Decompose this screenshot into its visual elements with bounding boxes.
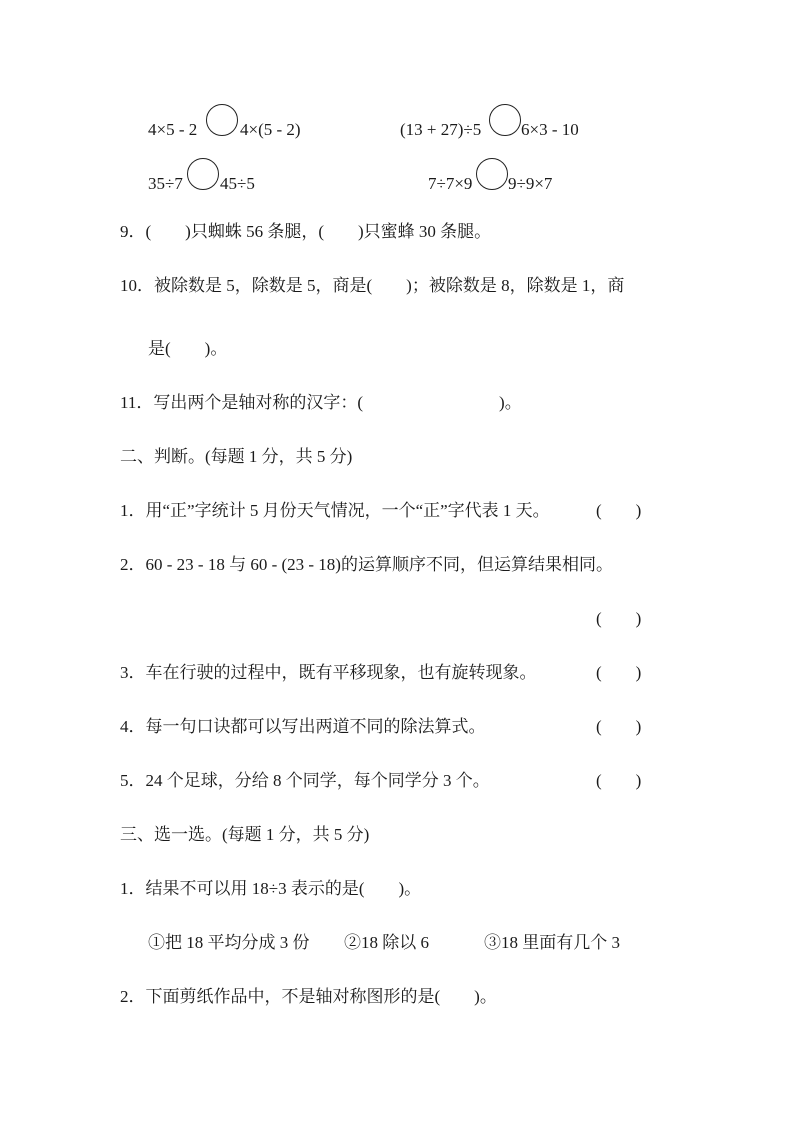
choice-option-3[interactable]: ③18 里面有几个 3 — [484, 933, 620, 952]
section-3-heading: 三、选一选。(每题 1 分，共 5 分) — [120, 825, 370, 844]
comparison-left-expression-1a: 4×5 - 2 — [148, 120, 198, 139]
question-9: 9．( )只蜘蛛 56 条腿，( )只蜜蜂 30 条腿。 — [120, 222, 492, 241]
choice-option-2[interactable]: ②18 除以 6 — [344, 933, 429, 952]
comparison-answer-circle-4[interactable] — [476, 158, 508, 190]
comparison-left-expression-1b: 4×(5 - 2) — [240, 120, 301, 139]
comparison-right-expression-1b: 6×3 - 10 — [521, 120, 579, 139]
judge-item-1: 1．用“正”字统计 5 月份天气情况，一个“正”字代表 1 天。 — [120, 501, 550, 520]
comparison-right-expression-1a: (13 + 27)÷5 — [400, 120, 482, 139]
judge-answer-paren-2[interactable]: ( ) — [596, 609, 642, 628]
judge-answer-paren-1[interactable]: ( ) — [596, 501, 642, 520]
comparison-right-expression-2a: 7÷7×9 — [428, 174, 473, 193]
choice-question-2: 2．下面剪纸作品中，不是轴对称图形的是( )。 — [120, 987, 497, 1006]
judge-answer-paren-3[interactable]: ( ) — [596, 663, 642, 682]
question-11: 11．写出两个是轴对称的汉字：( )。 — [120, 393, 522, 412]
comparison-answer-circle-1[interactable] — [206, 104, 238, 136]
comparison-answer-circle-2[interactable] — [489, 104, 521, 136]
comparison-right-expression-2b: 9÷9×7 — [508, 174, 553, 193]
section-2-heading: 二、判断。(每题 1 分，共 5 分) — [120, 447, 353, 466]
judge-item-5: 5．24 个足球，分给 8 个同学，每个同学分 3 个。 — [120, 771, 490, 790]
judge-answer-paren-4[interactable]: ( ) — [596, 717, 642, 736]
question-10-line-2: 是( )。 — [148, 339, 228, 358]
choice-option-1[interactable]: ①把 18 平均分成 3 份 — [148, 933, 310, 952]
comparison-answer-circle-3[interactable] — [187, 158, 219, 190]
judge-answer-paren-5[interactable]: ( ) — [596, 771, 642, 790]
comparison-left-expression-2b: 45÷5 — [220, 174, 255, 193]
comparison-left-expression-2a: 35÷7 — [148, 174, 183, 193]
judge-item-2: 2．60 - 23 - 18 与 60 - (23 - 18)的运算顺序不同，但运算结果相同。 — [120, 555, 613, 574]
choice-question-1: 1．结果不可以用 18÷3 表示的是( )。 — [120, 879, 422, 898]
judge-item-3: 3．车在行驶的过程中，既有平移现象，也有旋转现象。 — [120, 663, 537, 682]
question-10-line-1: 10．被除数是 5，除数是 5，商是( )；被除数是 8，除数是 1，商 — [120, 276, 625, 295]
judge-item-4: 4．每一句口诀都可以写出两道不同的除法算式。 — [120, 717, 486, 736]
